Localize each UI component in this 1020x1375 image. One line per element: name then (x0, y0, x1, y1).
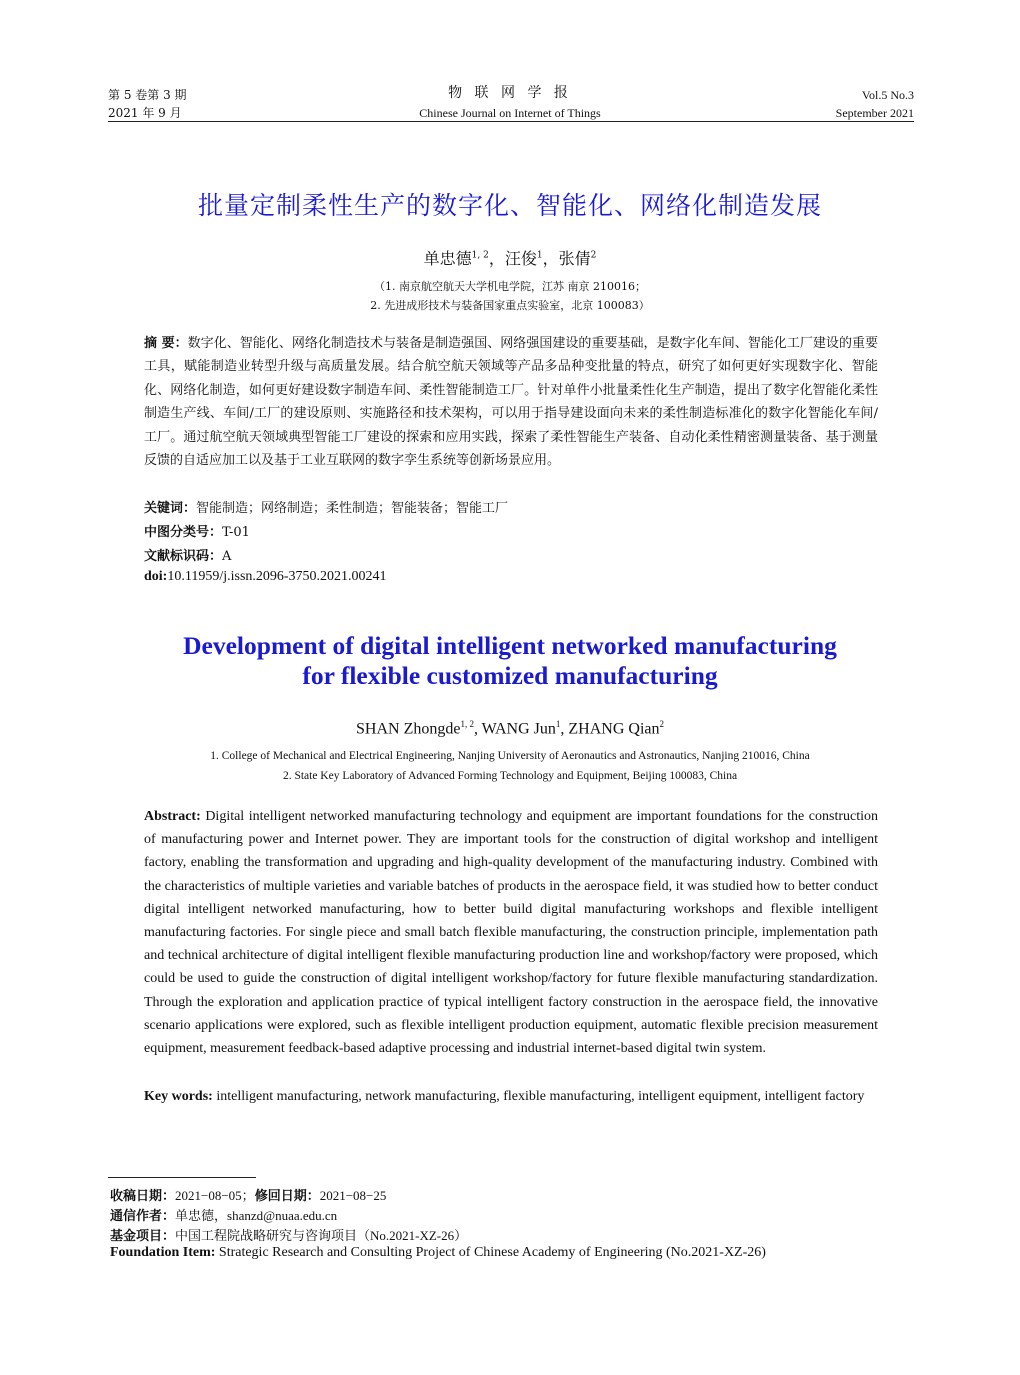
author-affil-sup: 2 (659, 719, 664, 729)
header-volume: 第 5 卷第 3 期 (108, 88, 187, 102)
doc-code-label: 文献标识码： (144, 549, 223, 564)
keywords-en-text: intelligent manufacturing, network manufacturing, flexible manufacturing, intelligent equipment, intelligent factory (216, 1089, 865, 1104)
authors-cn (0, 246, 1020, 269)
footnote-funding-en (110, 1245, 766, 1261)
keywords-en-label: Key words: (144, 1089, 213, 1104)
author-affil-sup: 1, 2 (460, 719, 474, 729)
affiliation-cn-1: （1. 南京航空航天大学机电学院，江苏 南京 210016； (374, 280, 646, 293)
clc-number (144, 521, 250, 540)
author-affil-sup: 1 (536, 250, 543, 261)
affiliation-cn-2: 2. 先进成形技术与装备国家重点实验室，北京 100083） (370, 299, 650, 312)
journal-name-en: Chinese Journal on Internet of Things (419, 106, 601, 120)
journal-name-cn: 物 联 网 学 报 (448, 85, 572, 101)
abstract-cn-label: 摘 要： (144, 336, 188, 351)
author-name: SHAN Zhongde (356, 720, 461, 738)
doi-value: 10.11959/j.issn.2096-3750.2021.00241 (167, 569, 387, 584)
author-sep: , (560, 720, 569, 738)
abstract-cn-text: 数字化、智能化、网络化制造技术与装备是制造强国、网络强国建设的重要基础，是数字化车间、智能化工厂建设的重要工具，赋能制造业转型升级与高质量发展。结合航空航天领域等产品多品种变批量的特点，研究了如何更好实现数字化、智能化、网络化制造，如何更好建设数字制造车间、柔性智能制造工厂。针对单件小批量柔性化生产制造，提出了数字化智能化柔性制造生产线、车间/工厂的建设原则、实施路径和技术架构，可以用于指导建设面向未来的柔性制造标准化的数字化智能化车间/工厂。通过航空航天领域典型智能工厂建设的探索和应用实践，探索了柔性智能生产装备、自动化柔性精密测量装备、基于测量反馈的自适应加工以及基于工业互联网的数字孪生系统等创新场景应用。 (144, 336, 878, 469)
clc-value: T-01 (222, 525, 250, 540)
abstract-en-text: Digital intelligent networked manufacturing technology and equipment are important foundations for the construction of manufacturing power and Internet power. They are important tools for the construction of digital workshop and intelligent factory, enabling the transformation and upgrading and high-quality development of the manufacturing industry. Combined with the characteristics of multiple varieties and variable batches of products in the aerospace field, it was studied how to better conduct digital intelligent networked manufacturing, how to better build digital manufacturing workshops and flexible intelligent manufacturing factories. For single piece and small batch flexible manufacturing, the construction principle, implementation path and technical architecture of digital intelligent flexible manufacturing production line and workshop/factory were proposed, which could be used to guide the construction of digital intelligent workshop/factory for future flexible manufacturing standardization. Through the exploration and application practice of typical intelligent factory construction in the aerospace field, the innovative scenario applications were explored, such as flexible intelligent production equipment, automatic flexible precision measurement equipment, measurement feedback-based adaptive processing and industrial internet-based digital twin system. (144, 809, 878, 1057)
abstract-en-label: Abstract: (144, 809, 201, 824)
header-month-year: September 2021 (835, 106, 914, 120)
funding-text: 中国工程院战略研究与咨询项目（No.2021-XZ-26） (175, 1228, 468, 1243)
author-name: 单忠德 (423, 249, 472, 268)
affiliation-en-2: 2. State Key Laboratory of Advanced Forming Technology and Equipment, Beijing 100083, China (282, 770, 738, 782)
corresponding-author: 单忠德，shanzd@nuaa.edu.cn (175, 1208, 338, 1223)
author-name: WANG Jun (481, 720, 556, 738)
funding-en-text: Strategic Research and Consulting Project of Chinese Academy of Engineering (No.2021-XZ-26) (218, 1245, 766, 1260)
author-sep: ， (542, 249, 559, 268)
affiliation-en-1: 1. College of Mechanical and Electrical Engineering, Nanjing University of Aeronautics and Astronautics, Nanjing 210016, China (210, 750, 810, 762)
footnote-received (110, 1185, 386, 1204)
revised-label: 修回日期： (254, 1188, 320, 1203)
paper-title-en-line2: for flexible customized manufacturing (302, 661, 718, 690)
corresponding-label: 通信作者： (110, 1208, 176, 1223)
doc-code-value: A (222, 549, 232, 564)
author-name: 张倩 (558, 249, 591, 268)
footnote-corresponding (110, 1205, 337, 1224)
revised-date: 2021−08−25 (319, 1188, 387, 1203)
keywords-en (144, 1085, 878, 1108)
keywords-cn-text: 智能制造；网络制造；柔性制造；智能装备；智能工厂 (196, 501, 509, 516)
abstract-cn (144, 332, 878, 472)
doi (144, 569, 387, 585)
header-vol-no: Vol.5 No.3 (861, 88, 914, 102)
doc-code (144, 545, 231, 564)
author-affil-sup: 2 (590, 250, 597, 261)
received-date: 2021−08−05； (175, 1188, 255, 1203)
author-name: 汪俊 (504, 249, 537, 268)
header-date: 2021 年 9 月 (108, 106, 182, 120)
keywords-cn-label: 关键词： (144, 501, 197, 516)
clc-label: 中图分类号： (144, 525, 223, 540)
keywords-cn (144, 497, 508, 516)
header-rule (108, 121, 914, 122)
authors-en (0, 719, 1020, 738)
author-name: ZHANG Qian (568, 720, 660, 738)
paper-title-en-line1: Development of digital intelligent networked manufacturing (183, 631, 837, 660)
paper-title-cn: 批量定制柔性生产的数字化、智能化、网络化制造发展 (197, 191, 822, 220)
funding-en-label: Foundation Item: (110, 1245, 216, 1260)
author-sep: , (473, 720, 482, 738)
doi-label: doi: (144, 569, 168, 584)
funding-label: 基金项目： (110, 1228, 176, 1243)
abstract-en (144, 805, 878, 1060)
footnote-funding (110, 1225, 467, 1244)
received-label: 收稿日期： (110, 1188, 176, 1203)
footnote-rule (108, 1177, 256, 1178)
author-sep: ， (488, 249, 505, 268)
author-affil-sup: 1 (555, 719, 561, 729)
author-affil-sup: 1, 2 (471, 250, 489, 261)
